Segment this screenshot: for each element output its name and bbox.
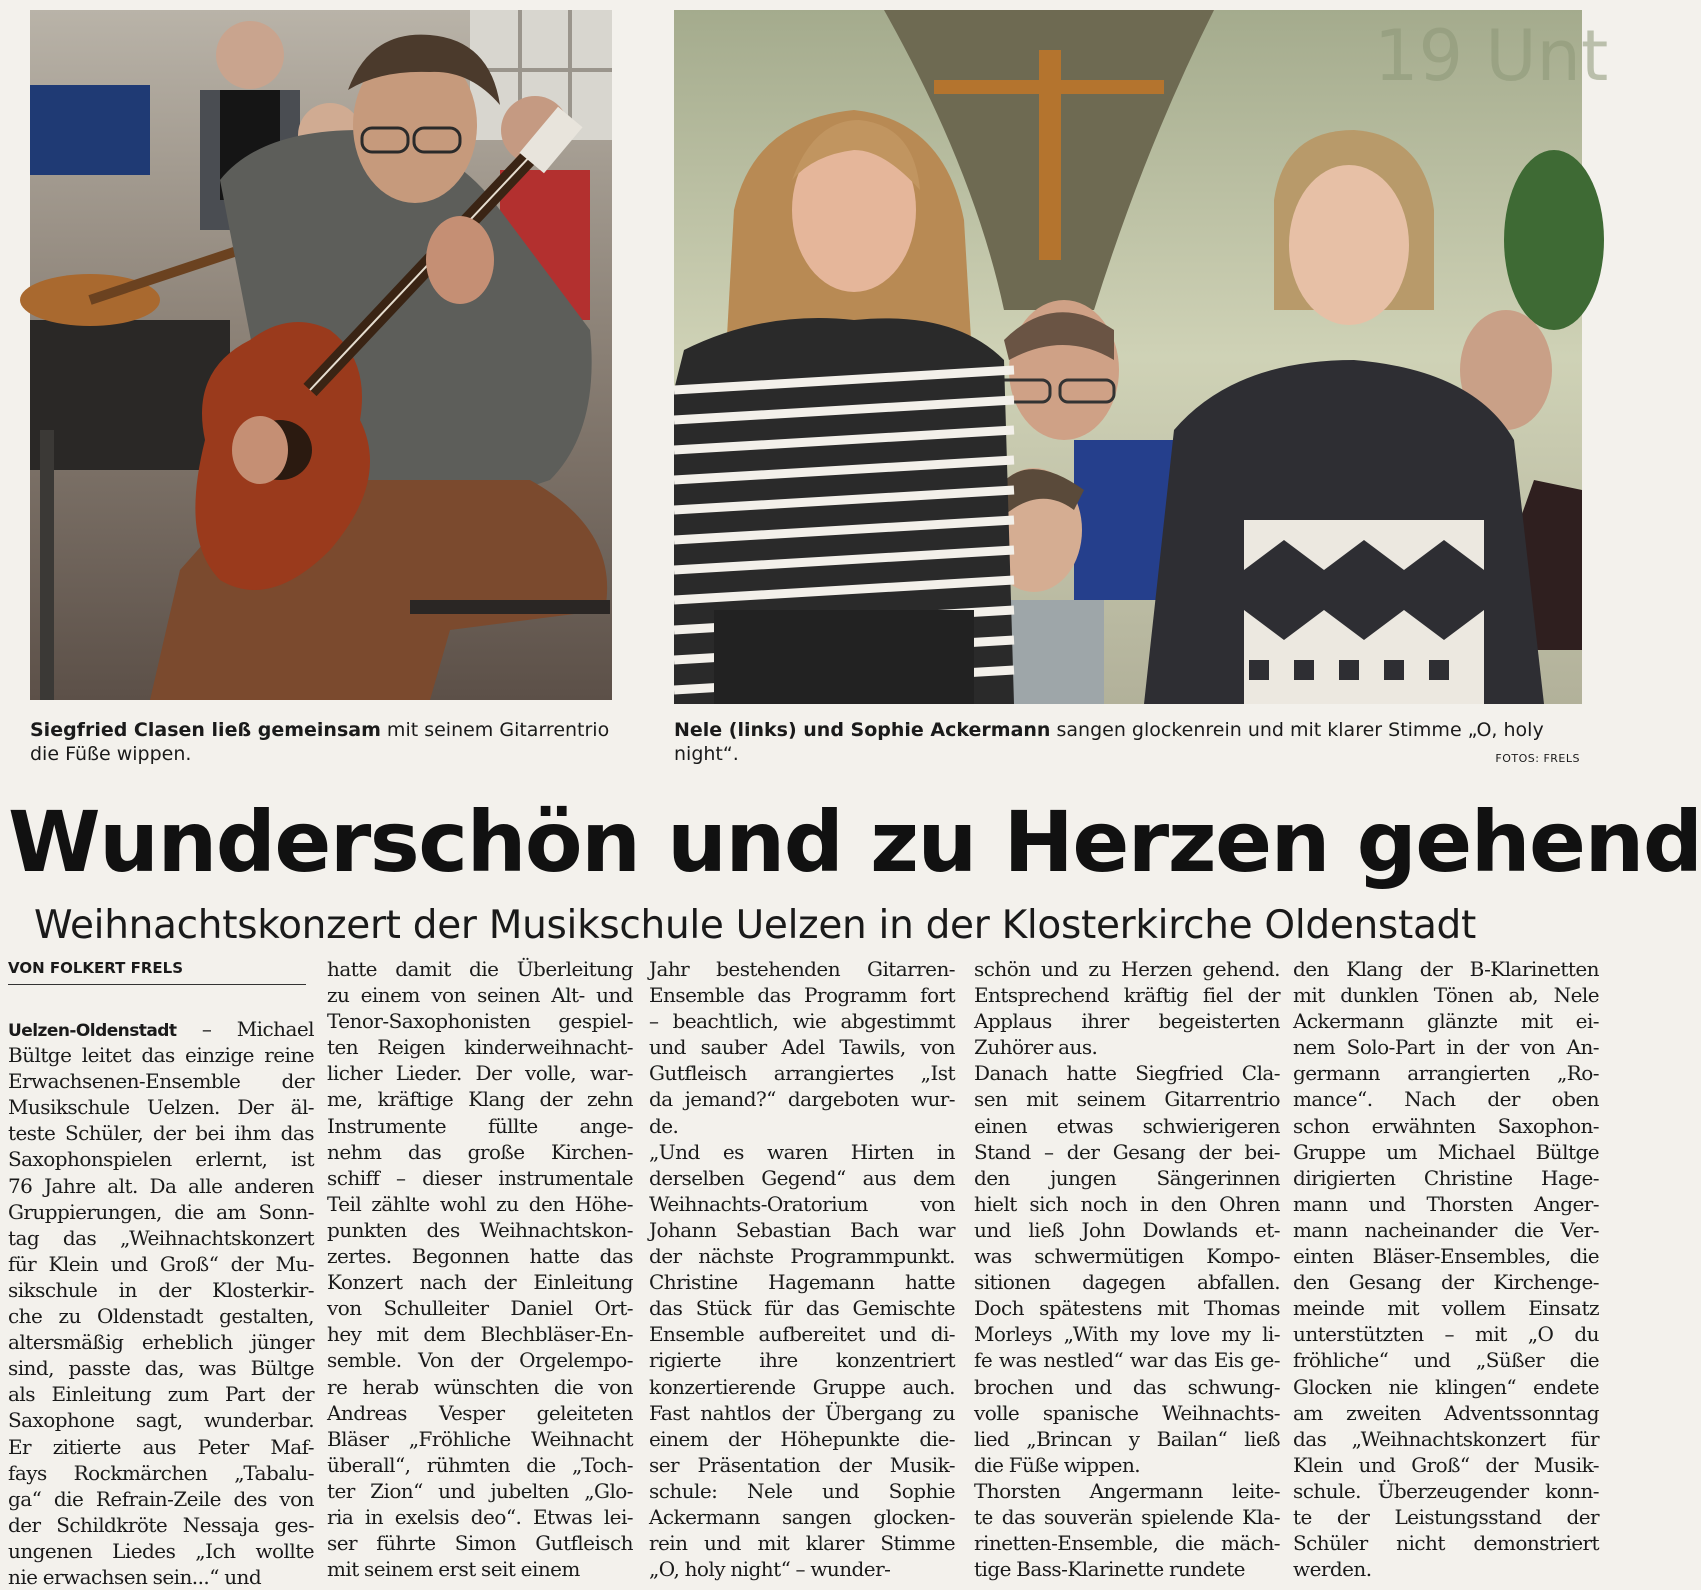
article-line: Ensemble das Programm fort xyxy=(649,983,955,1008)
article-line: punkten des Weihnachtskon- xyxy=(327,1217,633,1242)
article-line: hielt sich noch in den Ohren xyxy=(974,1191,1280,1216)
article-line: rein und mit klarer Stimme xyxy=(649,1531,955,1556)
article-line: schon erwähnten Saxophon- xyxy=(1293,1113,1599,1138)
article-line: mance“. Nach der oben xyxy=(1293,1087,1599,1112)
caption-right-text: sangen glockenrein und mit klarer Stimme „O, holy night“. xyxy=(674,719,1544,765)
article-line: mit dunklen Tönen ab, Nele xyxy=(1293,983,1599,1008)
article-line: und ließ John Dowlands et- xyxy=(974,1217,1280,1242)
subheadline: Weihnachtskonzert der Musikschule Uelzen in der Klosterkirche Oldenstadt xyxy=(34,903,1476,948)
article-line: schiff – dieser instrumentale xyxy=(327,1165,633,1190)
article-line: schule. Überzeugender konn- xyxy=(1293,1478,1599,1503)
article-line: den Gesang der Kirchenge- xyxy=(1293,1270,1599,1295)
article-line: hatte damit die Überleitung xyxy=(327,957,633,981)
article-line: da jemand?“ dargeboten wur- xyxy=(649,1087,955,1112)
article-line: Thorsten Angermann leite- xyxy=(974,1478,1280,1503)
article-line: licher Lieder. Der volle, war- xyxy=(327,1061,633,1086)
article-line: teste Schüler, der bei ihm das xyxy=(8,1121,314,1146)
article-line: nem Solo-Part in der von An- xyxy=(1293,1035,1599,1060)
article-line: Ackermann sangen glocken- xyxy=(649,1504,955,1529)
article-line: unterstützten – mit „O du xyxy=(1293,1322,1599,1347)
article-line: den Klang der B-Klarinetten xyxy=(1293,957,1599,981)
article-line: Glocken nie klingen“ endete xyxy=(1293,1374,1599,1399)
article-line: Gruppierungen, die am Sonn- xyxy=(8,1199,314,1224)
photo-singers xyxy=(674,10,1609,704)
article-line: Zuhörer aus. xyxy=(974,1035,1098,1060)
article-line: der Schildkröte Nessaja ges- xyxy=(8,1512,314,1537)
article-line: mit seinem erst seit einem xyxy=(327,1557,580,1582)
article-line: ser Präsentation der Musik- xyxy=(649,1452,955,1477)
article-line: ten Reigen kinderweihnacht- xyxy=(327,1035,633,1060)
article-line: ria in exelsis deo“. Etwas lei- xyxy=(327,1504,633,1529)
article-line: rinetten-Ensemble, die mäch- xyxy=(974,1531,1280,1556)
article-line: meinde mit vollem Einsatz xyxy=(1293,1296,1599,1321)
article-line: Andreas Vesper geleiteten xyxy=(327,1400,633,1425)
guitarist-illustration xyxy=(30,10,612,700)
article-line: Tenor-Saxophonisten gespiel- xyxy=(327,1009,633,1034)
article-line: konzertierende Gruppe auch. xyxy=(649,1374,955,1399)
article-line: am zweiten Adventssonntag xyxy=(1293,1400,1599,1425)
caption-left-bold: Siegfried Clasen ließ gemeinsam xyxy=(30,719,381,741)
article-line: altersmäßig erheblich jünger xyxy=(8,1330,314,1355)
article-line: überall“, rühmten die „Toch- xyxy=(327,1452,633,1477)
article-line: die Füße wippen. xyxy=(974,1452,1141,1477)
article-line: Danach hatte Siegfried Cla- xyxy=(974,1061,1280,1086)
article-line: „O, holy night“ – wunder- xyxy=(649,1557,891,1582)
caption-singers xyxy=(674,718,1584,766)
caption-guitarist xyxy=(30,718,620,766)
article-line: Applaus ihrer begeisterten xyxy=(974,1009,1280,1034)
article-line: Saxophone sagt, wunderbar. xyxy=(8,1408,314,1433)
article-line: Ackermann glänzte mit ei- xyxy=(1293,1009,1599,1034)
article-line: Morleys „With my love my li- xyxy=(974,1322,1280,1347)
article-column-5 xyxy=(1293,956,1599,1582)
article-line: fe was nestled“ war das Eis ge- xyxy=(974,1348,1280,1373)
article-line: sikschule in der Klosterkir- xyxy=(8,1277,314,1302)
article-line: de. xyxy=(649,1113,679,1138)
article-line: das „Weihnachtskonzert für xyxy=(1293,1426,1599,1451)
article-line: ga“ die Refrain-Zeile des von xyxy=(8,1486,314,1511)
article-line: hey mit dem Blechbläser-En- xyxy=(327,1322,633,1347)
headline: Wunderschön und zu Herzen gehend xyxy=(8,793,1701,891)
article-line: me, kräftige Klang der zehn xyxy=(327,1087,633,1112)
article-line: ser führte Simon Gutfleisch xyxy=(327,1531,633,1556)
article-line: mann nacheinander die Ver- xyxy=(1293,1217,1599,1242)
article-line: schön und zu Herzen gehend. xyxy=(974,957,1280,981)
article-line: Er zitierte aus Peter Maf- xyxy=(8,1434,314,1459)
article-line: von Schulleiter Daniel Ort- xyxy=(327,1296,633,1321)
article-line: Ensemble aufbereitet und di- xyxy=(649,1322,955,1347)
article-line: Teil zählte wohl zu den Höhe- xyxy=(327,1191,633,1216)
article-line: Erwachsenen-Ensemble der xyxy=(8,1069,314,1094)
article-column-3 xyxy=(649,956,955,1582)
article-line xyxy=(8,1016,314,1042)
article-line: Bläser „Fröhliche Weihnacht xyxy=(327,1426,633,1451)
article-column-1 xyxy=(8,1016,314,1590)
article-line: 76 Jahre alt. Da alle anderen xyxy=(8,1173,314,1198)
article-line: semble. Von der Orgelempo- xyxy=(327,1348,633,1373)
article-line: ter Zion“ und jubelten „Glo- xyxy=(327,1478,633,1503)
article-line: zu einem von seinen Alt- und xyxy=(327,983,633,1008)
article-line: einten Bläser-Ensembles, die xyxy=(1293,1244,1599,1269)
article-line: Doch spätestens mit Thomas xyxy=(974,1296,1280,1321)
article-line: dirigierten Christine Hage- xyxy=(1293,1165,1599,1190)
article-line: Entsprechend kräftig fiel der xyxy=(974,983,1280,1008)
article-line: zertes. Begonnen hatte das xyxy=(327,1244,633,1269)
article-line: volle spanische Weihnachts- xyxy=(974,1400,1280,1425)
article-line: nie erwachsen sein...“ und xyxy=(8,1564,262,1589)
article-line: was schwermütigen Kompo- xyxy=(974,1244,1280,1269)
singers-illustration xyxy=(674,10,1609,704)
article-line: einen etwas schwierigeren xyxy=(974,1113,1280,1138)
article-line: te das souverän spielende Kla- xyxy=(974,1504,1280,1529)
byline: VON FOLKERT FRELS xyxy=(8,958,306,985)
article-line: der nächste Programmpunkt. xyxy=(649,1244,955,1269)
article-line: Weihnachts-Oratorium von xyxy=(649,1191,955,1216)
article-line: „Und es waren Hirten in xyxy=(649,1139,955,1164)
article-line: fays Rockmärchen „Tabalu- xyxy=(8,1460,314,1485)
article-line: re herab wünschten die von xyxy=(327,1374,633,1399)
knit-sweater xyxy=(1144,360,1544,704)
article-line: Saxophonspielen erlernt, ist xyxy=(8,1147,314,1172)
article-column-2 xyxy=(327,956,633,1582)
article-line: brochen und das schwung- xyxy=(974,1374,1280,1399)
article-line: – beachtlich, wie abgestimmt xyxy=(649,1009,955,1034)
article-line: das Stück für das Gemischte xyxy=(649,1296,955,1321)
article-line: einem der Höhepunkte die- xyxy=(649,1426,955,1451)
article-line: den jungen Sängerinnen xyxy=(974,1165,1280,1190)
article-line: Christine Hagemann hatte xyxy=(649,1270,955,1295)
article-line: Schüler nicht demonstriert xyxy=(1293,1531,1599,1556)
article-line: und sauber Adel Tawils, von xyxy=(649,1035,955,1060)
bleed-text: 19 Unt xyxy=(1374,15,1609,97)
article-line: werden. xyxy=(1293,1557,1372,1582)
striped-shirt xyxy=(674,318,1014,704)
article-line: tag das „Weihnachtskonzert xyxy=(8,1225,314,1250)
article-line: Klein und Groß“ der Musik- xyxy=(1293,1452,1599,1477)
dateline: Uelzen-Oldenstadt xyxy=(8,1021,177,1041)
article-line: Gutfleisch arrangiertes „Ist xyxy=(649,1061,955,1086)
article-line: lied „Brincan y Bailan“ ließ xyxy=(974,1426,1280,1451)
article-line: Fast nahtlos der Übergang zu xyxy=(649,1400,955,1425)
article-line: che zu Oldenstadt gestalten, xyxy=(8,1304,314,1329)
article-line: schule: Nele und Sophie xyxy=(649,1478,955,1503)
photo-credit: FOTOS: FRELS xyxy=(1495,752,1580,765)
article-line: als Einleitung zum Part der xyxy=(8,1382,314,1407)
article-line: nehm das große Kirchen- xyxy=(327,1139,633,1164)
article-line: Gruppe um Michael Bültge xyxy=(1293,1139,1599,1164)
article-line: Stand – der Gesang der bei- xyxy=(974,1139,1280,1164)
photo-guitarist xyxy=(30,10,612,700)
article-line: Instrumente füllte ange- xyxy=(327,1113,633,1138)
article-line: Konzert nach der Einleitung xyxy=(327,1270,633,1295)
article-line: Jahr bestehenden Gitarren- xyxy=(649,957,955,981)
article-line: sitionen dagegen abfallen. xyxy=(974,1270,1280,1295)
article-line: germann arrangierten „Ro- xyxy=(1293,1061,1599,1086)
article-line: sind, passte das, was Bültge xyxy=(8,1356,314,1381)
caption-right-bold: Nele (links) und Sophie Ackermann xyxy=(674,719,1051,741)
article-column-4 xyxy=(974,956,1280,1582)
article-line: Bültge leitet das einzige reine xyxy=(8,1043,314,1068)
article-line: Musikschule Uelzen. Der äl- xyxy=(8,1095,314,1120)
article-line: sen mit seinem Gitarrentrio xyxy=(974,1087,1280,1112)
article-line: mann und Thorsten Anger- xyxy=(1293,1191,1599,1216)
article-line: rigierte ihre konzentriert xyxy=(649,1348,955,1373)
article-line: ungenen Liedes „Ich wollte xyxy=(8,1538,314,1563)
article-line: tige Bass-Klarinette rundete xyxy=(974,1557,1245,1582)
article-line: te der Leistungsstand der xyxy=(1293,1504,1599,1529)
article-line: für Klein und Groß“ der Mu- xyxy=(8,1251,314,1276)
article-line-text: – Michael xyxy=(176,1017,314,1041)
article-line: derselben Gegend“ aus dem xyxy=(649,1165,955,1190)
caption-left-text: mit seinem Gitarrentrio die Füße wippen. xyxy=(30,719,610,765)
article-line: Johann Sebastian Bach war xyxy=(649,1217,955,1242)
article-line: fröhliche“ und „Süßer die xyxy=(1293,1348,1599,1373)
